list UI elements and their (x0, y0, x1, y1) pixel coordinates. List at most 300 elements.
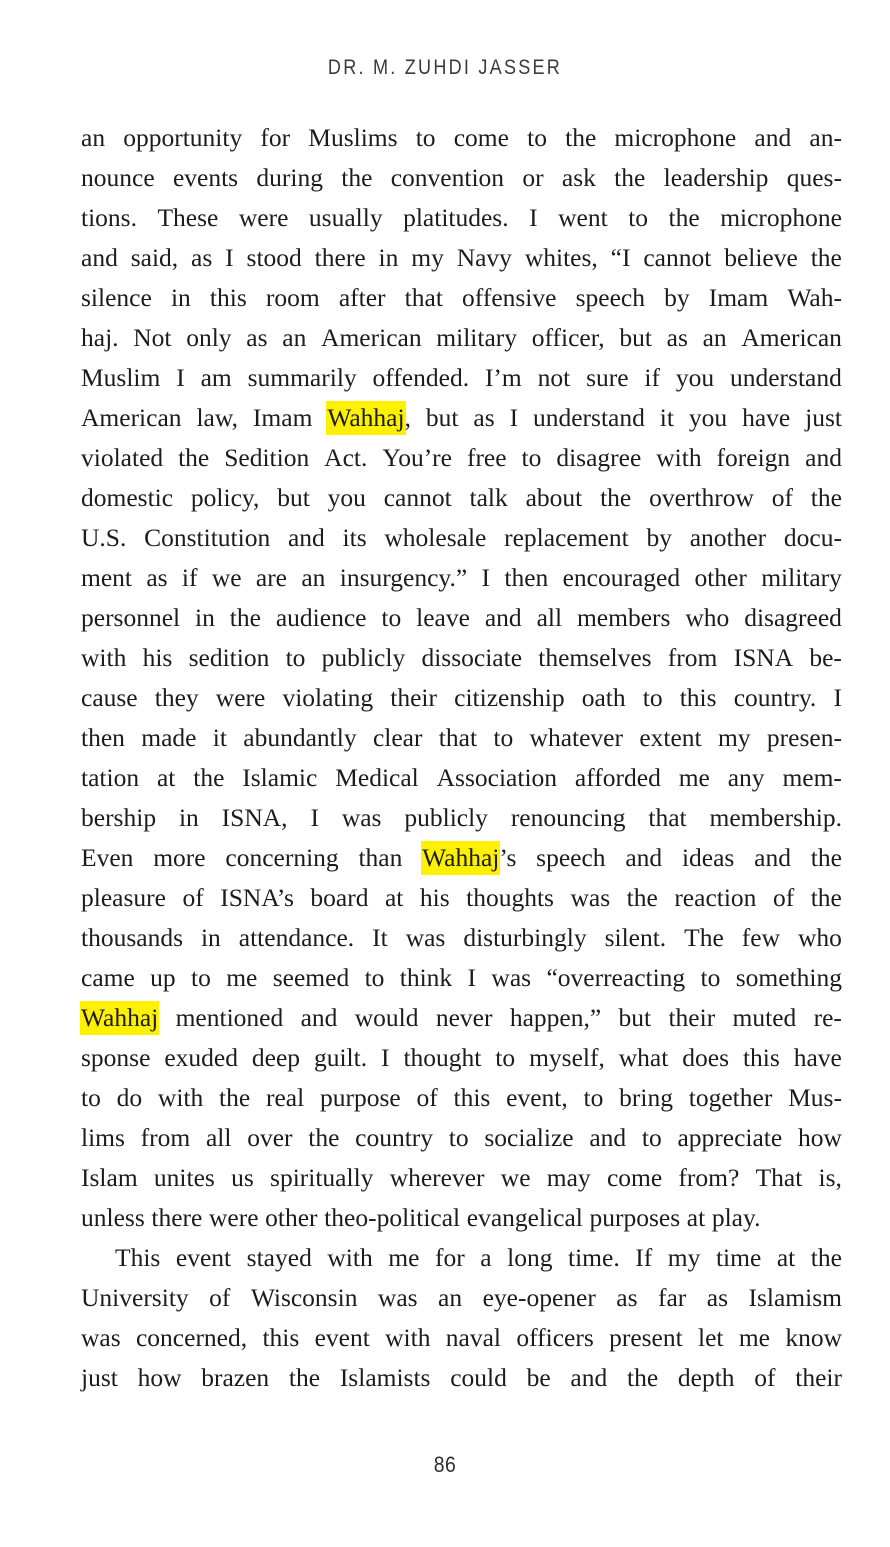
word: themselves (538, 643, 652, 672)
word: that (648, 803, 687, 832)
word: policy, (190, 483, 260, 512)
word: the (668, 203, 700, 232)
word: by (646, 523, 672, 552)
word: violating (282, 683, 374, 712)
word: I (833, 683, 842, 712)
word: then (81, 723, 125, 752)
word: of (182, 883, 204, 912)
word: my (667, 1243, 701, 1272)
word: play. (711, 1203, 761, 1232)
word: to (493, 723, 514, 752)
word: and (81, 243, 118, 272)
word: I (509, 403, 519, 432)
word: presen- (766, 723, 842, 752)
word: Constitution (144, 523, 271, 552)
word: afforded (574, 763, 661, 792)
word: If (635, 1243, 653, 1272)
word: concerning (225, 843, 339, 872)
word: have (793, 1043, 842, 1072)
word: in (195, 603, 215, 632)
word: to (521, 443, 542, 472)
word: me (226, 963, 258, 992)
word: present (609, 1323, 683, 1352)
word: with (656, 443, 702, 472)
word: the (614, 163, 646, 192)
word: I (481, 563, 491, 592)
word: real (265, 1083, 305, 1112)
word: ISNA, (221, 803, 288, 832)
word: Not (133, 323, 172, 352)
word: the (288, 1363, 321, 1392)
text-line (81, 478, 842, 518)
word: their (668, 1003, 716, 1032)
text-line (81, 678, 842, 718)
word: an- (809, 123, 842, 152)
text-line (81, 838, 842, 878)
text-line (81, 198, 842, 238)
text-line (81, 1278, 842, 1318)
word: haj. (81, 323, 119, 352)
word: come (453, 123, 509, 152)
word: dissociate (421, 643, 523, 672)
word: eye-opener (482, 1283, 596, 1312)
word: reaction (674, 883, 757, 912)
word: was (81, 1323, 121, 1352)
word: to (448, 1123, 469, 1152)
word: free (466, 443, 507, 472)
word: event (175, 1243, 232, 1272)
word: offended. (372, 363, 470, 392)
word: purposes (589, 1203, 681, 1232)
word: am (200, 363, 232, 392)
word: that (438, 723, 478, 752)
word: happen,” (509, 1003, 602, 1032)
word: Imam (708, 283, 769, 312)
text-line (81, 398, 842, 438)
word-tail: ’s (499, 843, 517, 872)
word: the (308, 1123, 340, 1152)
word: exuded (164, 1043, 238, 1072)
word: think (399, 963, 453, 992)
word: of (772, 883, 795, 912)
word: with (327, 1243, 373, 1272)
word: docu- (783, 523, 842, 552)
word: cannot (643, 243, 712, 272)
word: speech (536, 843, 606, 872)
word: with (81, 643, 127, 672)
word: spiritually (270, 1163, 374, 1192)
word: let (698, 1323, 724, 1352)
word: Mus- (788, 1083, 842, 1112)
word: for (260, 123, 291, 152)
word: I (176, 363, 185, 392)
word: what (618, 1043, 669, 1072)
word: naval (445, 1323, 502, 1352)
word: sedition (188, 643, 270, 672)
word: and (589, 1123, 627, 1152)
word: said, (130, 243, 179, 272)
word: Islamists (339, 1363, 431, 1392)
word: unites (153, 1163, 215, 1192)
word: thought (403, 1043, 482, 1072)
word: clear (372, 723, 423, 752)
word: a (480, 1243, 492, 1272)
word: in (178, 803, 199, 832)
word: was (341, 803, 382, 832)
word: its (342, 523, 367, 552)
body-text-block (81, 118, 842, 1398)
word: myself, (529, 1043, 605, 1072)
word: who (797, 923, 842, 952)
word: the (193, 763, 225, 792)
word: with (385, 1323, 431, 1352)
word: military (761, 563, 842, 592)
highlighted-term: Wahhaj (421, 841, 500, 875)
word: than (358, 843, 403, 872)
text-line (81, 1358, 842, 1398)
word: how (137, 1363, 182, 1392)
word: bring (619, 1083, 673, 1112)
text-line (81, 158, 842, 198)
word: at (686, 1203, 706, 1232)
word: ISNA’s (220, 883, 294, 912)
word: all (205, 1123, 232, 1152)
word: understand (729, 363, 842, 392)
word: event, (506, 1083, 568, 1112)
word: stayed (246, 1243, 312, 1272)
word: wherever (389, 1163, 485, 1192)
word: encouraged (562, 563, 681, 592)
word: this (209, 283, 247, 312)
word: but (618, 1003, 652, 1032)
word: they (154, 683, 199, 712)
word: Medical (335, 763, 419, 792)
word: mem- (782, 763, 842, 792)
word: went (558, 203, 608, 232)
word: Imam (252, 403, 313, 432)
word: as (706, 1283, 728, 1312)
word: would (354, 1003, 419, 1032)
word: about (525, 483, 583, 512)
word: I (529, 203, 538, 232)
word: my (717, 723, 751, 752)
word: opportunity (123, 123, 243, 152)
word: by (664, 283, 690, 312)
word: bership (81, 803, 157, 832)
word: at (384, 883, 404, 912)
word: of (209, 1283, 231, 1312)
highlighted-term: Wahhaj (80, 1001, 159, 1035)
word: cause (81, 683, 138, 712)
word: the (626, 883, 658, 912)
running-head: DR. M. ZUHDI JASSER (327, 56, 563, 79)
text-line (81, 1198, 842, 1238)
word: have (742, 403, 791, 432)
word: “I (610, 243, 631, 272)
word: to (642, 683, 663, 712)
word: were (238, 203, 289, 232)
word: his (419, 883, 450, 912)
word: there (314, 243, 366, 272)
word: but (619, 323, 652, 352)
word: if (181, 563, 198, 592)
word: come (606, 1163, 663, 1192)
word: was (491, 963, 532, 992)
word: mentioned (175, 1003, 284, 1032)
word: ideas (681, 843, 735, 872)
word: we (500, 1163, 531, 1192)
highlighted-term: Wahhaj (326, 401, 405, 435)
word: the (810, 243, 842, 272)
word: country. (733, 683, 817, 712)
word (422, 838, 516, 878)
word: whatever (529, 723, 623, 752)
word: unless (81, 1203, 145, 1232)
word: the (229, 603, 261, 632)
word: after (338, 283, 386, 312)
word: me (388, 1243, 420, 1272)
word: of (754, 1363, 776, 1392)
word: to (700, 963, 721, 992)
word: be (526, 1363, 551, 1392)
text-line (81, 1238, 842, 1278)
word: the (626, 1363, 659, 1392)
word: for (434, 1243, 465, 1272)
word: and (287, 523, 325, 552)
word: to (641, 1123, 662, 1152)
word: wholesale (384, 523, 487, 552)
word: all (536, 603, 563, 632)
text-line (81, 358, 842, 398)
word: board (310, 883, 369, 912)
word: purpose (319, 1083, 401, 1112)
word: country (355, 1123, 434, 1152)
word: from? (678, 1163, 740, 1192)
word: be- (809, 643, 842, 672)
word: do (116, 1083, 143, 1112)
word: the (565, 123, 597, 152)
word: during (256, 163, 323, 192)
text-line (81, 1078, 842, 1118)
word: muted (732, 1003, 797, 1032)
word: events (172, 163, 239, 192)
word: as (473, 403, 495, 432)
word: room (265, 283, 320, 312)
word: to (527, 123, 547, 152)
word: stood (246, 243, 302, 272)
word: law, (196, 403, 238, 432)
word: and (805, 443, 842, 472)
word: American (741, 323, 842, 352)
word: domestic (81, 483, 174, 512)
word: was (377, 1283, 418, 1312)
word: their (390, 683, 437, 712)
word: to (495, 1043, 516, 1072)
word: came (81, 963, 135, 992)
word: us (231, 1163, 254, 1192)
word: The (684, 923, 724, 952)
word: pleasure (81, 883, 166, 912)
word: or (522, 163, 544, 192)
word: it (212, 723, 227, 752)
word: you (327, 483, 366, 512)
word (327, 398, 411, 438)
text-line (81, 758, 842, 798)
word: this (679, 683, 717, 712)
word: this (453, 1083, 491, 1112)
word: American (321, 323, 422, 352)
word: from (667, 643, 718, 672)
word: their (795, 1363, 842, 1392)
word: something (735, 963, 842, 992)
word: an (301, 563, 326, 592)
word: long (507, 1243, 553, 1272)
word: to (81, 1083, 101, 1112)
word: talk (469, 483, 508, 512)
word: and (570, 1363, 608, 1392)
page-number: 86 (433, 1452, 457, 1477)
word: together (688, 1083, 773, 1112)
word: overthrow (649, 483, 754, 512)
word: depth (677, 1363, 735, 1392)
word: leadership (663, 163, 769, 192)
word: and (754, 123, 792, 152)
word: Wah- (787, 283, 842, 312)
word: few (741, 923, 781, 952)
word: in (378, 243, 399, 272)
word: socialize (484, 1123, 574, 1152)
word: lims (81, 1123, 125, 1152)
word: the (178, 443, 210, 472)
word: and (754, 843, 791, 872)
word: and (484, 603, 522, 632)
word: up (150, 963, 176, 992)
word: disturbingly (463, 923, 587, 952)
text-line (81, 118, 842, 158)
word: ment (81, 563, 132, 592)
word: That (755, 1163, 803, 1192)
word: never (435, 1003, 493, 1032)
word: platitudes. (403, 203, 509, 232)
word: concerned, (135, 1323, 248, 1352)
word: cannot (383, 483, 452, 512)
word: Muslim (81, 363, 161, 392)
word: was (570, 883, 611, 912)
word: made (141, 723, 197, 752)
word: tions. (81, 203, 137, 232)
word: time. (568, 1243, 620, 1272)
word: sponse (81, 1043, 151, 1072)
word: American (81, 403, 182, 432)
word: appreciate (677, 1123, 783, 1152)
word: audience (275, 603, 367, 632)
word: but (277, 483, 310, 512)
word: You’re (382, 443, 452, 472)
word: the (810, 1243, 842, 1272)
word: as (146, 563, 168, 592)
word: attendance. (238, 923, 355, 952)
word: ques- (786, 163, 842, 192)
word: just (81, 1363, 118, 1392)
word: are (255, 563, 288, 592)
word: an (438, 1283, 463, 1312)
word: Muslims (308, 123, 398, 152)
word: disagree (556, 443, 642, 472)
word: evangelical (466, 1203, 583, 1232)
word: only (186, 323, 232, 352)
word: that (404, 283, 443, 312)
word: thousands (81, 923, 183, 952)
word: citizenship (454, 683, 565, 712)
word: usually (308, 203, 383, 232)
word: Islamism (748, 1283, 842, 1312)
word: Islamic (242, 763, 318, 792)
text-line (81, 718, 842, 758)
text-line (81, 1158, 842, 1198)
word: could (450, 1363, 507, 1392)
word: renouncing (510, 803, 626, 832)
word: Even (81, 843, 134, 872)
word: time (715, 1243, 762, 1272)
word: to (285, 643, 306, 672)
word: his (142, 643, 173, 672)
word: the (810, 843, 842, 872)
word: to (381, 603, 402, 632)
word: with (157, 1083, 204, 1112)
text-line (81, 998, 842, 1038)
word: of (771, 483, 793, 512)
text-line (81, 238, 842, 278)
word: how (797, 1123, 842, 1152)
text-line (81, 278, 842, 318)
word: an (282, 323, 307, 352)
word: whites, (524, 243, 598, 272)
word: the (810, 883, 842, 912)
word: University (81, 1283, 189, 1312)
word: any (727, 763, 765, 792)
word: I (381, 1043, 390, 1072)
word: it (659, 403, 674, 432)
word: more (153, 843, 206, 872)
word: my (411, 243, 444, 272)
word: to (415, 123, 436, 152)
word: the (600, 483, 632, 512)
word: nounce (81, 163, 155, 192)
word: U.S. (81, 523, 127, 552)
word: the (219, 1083, 251, 1112)
text-line (81, 878, 842, 918)
word: you (675, 363, 715, 392)
word: you (688, 403, 728, 432)
word: not (537, 363, 571, 392)
word: who (685, 603, 730, 632)
word: officers (516, 1323, 594, 1352)
word: abundantly (243, 723, 357, 752)
word: membership. (709, 803, 842, 832)
word: “overreacting (546, 963, 686, 992)
word: Sedition (224, 443, 310, 472)
word: then (504, 563, 549, 592)
word: were (215, 683, 266, 712)
word: foreign (716, 443, 791, 472)
word: summarily (247, 363, 357, 392)
word: microphone (614, 123, 737, 152)
word: brazen (201, 1363, 270, 1392)
word: to (191, 963, 211, 992)
word: me (678, 763, 710, 792)
word: violated (81, 443, 164, 472)
word: believe (724, 243, 798, 272)
